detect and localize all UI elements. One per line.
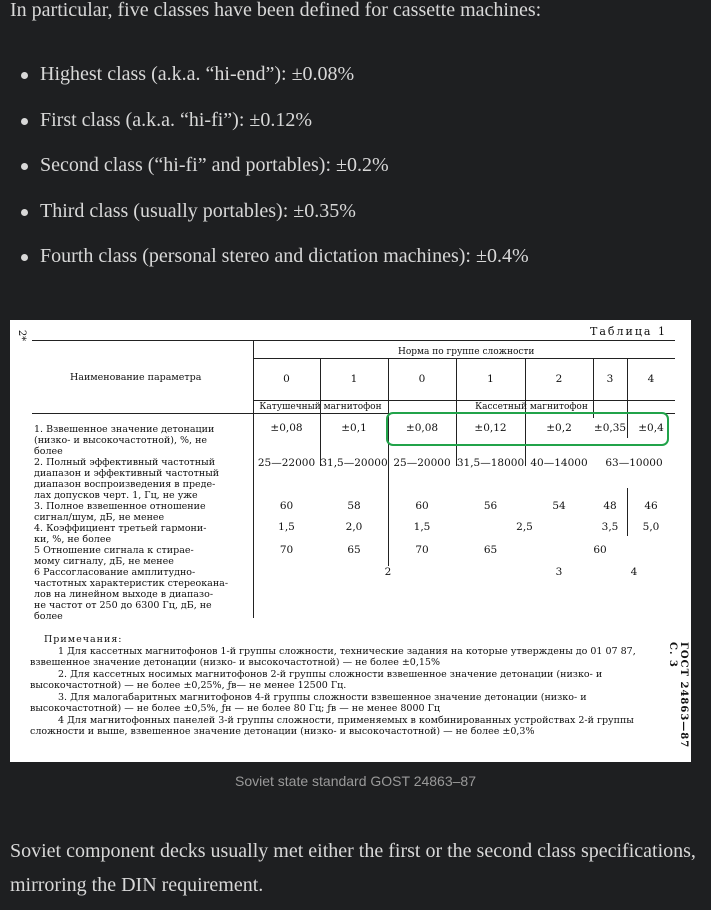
list-item: [0, 60, 529, 106]
table-cell: ±0,08: [270, 422, 303, 434]
row-label: 2. Полный эффективный частотный: [34, 457, 216, 468]
table-cell: 54: [552, 500, 566, 512]
table-rule: [253, 400, 675, 401]
reel-header: Катушечный магнитофон: [259, 402, 382, 412]
table-cell: 1,5: [413, 521, 431, 533]
table-cell: 2: [384, 566, 392, 578]
table-notes: [30, 634, 670, 738]
table-cell: 63—10000: [605, 457, 663, 469]
group-label: 0: [418, 373, 426, 385]
table-cell: 5,0: [642, 521, 660, 533]
list-item-text: Second class (“hi-fi” and portables): ±0.2%: [40, 154, 389, 177]
row-label: (низко- и высокочастотной), %, не: [34, 435, 208, 446]
table-cell: ±0,08: [405, 422, 439, 434]
list-item: [0, 151, 529, 197]
table-cell: 31,5—20000: [320, 457, 388, 469]
table-cell: 2,5: [516, 521, 533, 533]
image-caption: Soviet state standard GOST 24863–87: [234, 773, 476, 789]
table-cell: ±0,4: [638, 422, 664, 434]
table-cell: 48: [603, 500, 617, 512]
table-cell: 25—20000: [393, 457, 451, 469]
gost-table-image: [10, 320, 691, 762]
intro-paragraph: In particular, five classes have been defined for cassette machines:: [10, 0, 542, 21]
table-cell: 40—14000: [530, 457, 588, 469]
table-cell: 2,0: [345, 521, 363, 533]
table-rule: [32, 340, 675, 341]
group-label: 0: [283, 373, 290, 385]
note-item: 4 Для магнитофонных панелей 3-й группы сложности, применяемых в комбинированных устройствах 2-й группы сложности и выше, взвешенное значение детонации (низко- и высокочастотной) — не более ±0,3%: [30, 714, 634, 737]
note-item: 2. Для кассетных носимых магнитофонов 2-й группы сложности взвешенное значение детонации (низко- и высокочастотной) — не более ±0,25%, ƒв— не менее 12500 Гц.: [30, 668, 603, 691]
bullet-icon: [21, 254, 28, 261]
row-label: мому сигналу, дБ, не менее: [34, 556, 174, 567]
row-label: 6 Рассогласование амплитудно-: [34, 567, 196, 578]
table-cell: 60: [415, 500, 429, 512]
table-cell: ±0,35: [593, 422, 627, 434]
table-cell: 60: [279, 500, 294, 512]
table-cell: 58: [347, 500, 361, 512]
group-label: 1: [487, 373, 494, 385]
column-header-norm: Норма по группе сложности: [398, 347, 535, 357]
row-label: не частот от 250 до 6300 Гц, дБ, не: [34, 600, 212, 611]
note-item: 1 Для кассетных магнитофонов 1-й группы сложности, технические задания на которые утверждены до 01 07 87, взвешенное значение детонации (низко- и высокочастотной) — не более ±0,15%: [30, 645, 636, 668]
row-label: сигнал/шум, дБ, не менее: [34, 512, 165, 523]
list-item: [0, 242, 529, 288]
table-cell: 60: [593, 544, 607, 556]
row-label: 4. Коэффициент третьей гармони-: [34, 523, 207, 534]
bullet-icon: [21, 118, 28, 125]
row-label: 5 Отношение сигнала к стирае-: [34, 545, 194, 556]
bullet-icon: [21, 72, 28, 79]
group-label: 4: [647, 373, 655, 385]
group-label: 1: [350, 373, 358, 385]
table-cell: 31,5—18000: [456, 457, 525, 469]
list-item-text: Third class (usually portables): ±0.35%: [40, 199, 356, 222]
class-list: [0, 60, 529, 288]
table-cell: ±0,2: [546, 422, 572, 434]
list-item-text: First class (a.k.a. “hi-fi”): ±0.12%: [40, 108, 313, 131]
list-item-text: Highest class (a.k.a. “hi-end”): ±0.08%: [40, 63, 355, 85]
table-rule: [253, 358, 675, 359]
row-label: диапазон воспроизведения в преде-: [34, 479, 216, 490]
table-cell: 70: [279, 544, 294, 556]
bullet-icon: [21, 209, 28, 216]
highlight-box: [386, 412, 669, 446]
table-cell: 56: [483, 500, 498, 512]
table-cell: 25—22000: [257, 457, 316, 469]
table-cell: 3: [555, 566, 563, 578]
row-label: частотных характеристик стереоканa-: [34, 578, 229, 589]
outro-paragraph: Soviet component decks usually met either the first or the second class specifications, mirroring the DIN requirement.: [10, 840, 696, 896]
group-label: 3: [606, 373, 614, 385]
row-label: лов на линейном выходе в диапазо-: [34, 589, 214, 600]
table-cell: 65: [347, 544, 361, 556]
table-cell: ±0,12: [474, 422, 507, 434]
row-label: лах допусков черт. 1, Гц, не уже: [34, 490, 198, 501]
note-item: 3. Для малогабаритных магнитофонов 4-й группы сложности взвешенное значение детонации (низко- и высокочастотной) — не более ±0,5%, ƒн — не более 80 Гц; ƒв — не менее 8000 Гц: [30, 691, 587, 714]
row-label: более: [34, 446, 63, 457]
list-item: [0, 106, 529, 152]
table-cell: 46: [644, 500, 658, 512]
column-header-param: Наименование параметра: [70, 372, 202, 383]
side-label: ГОСТ 24863—87 С. 3: [667, 642, 689, 749]
row-label: ки, %, не более: [34, 534, 112, 545]
list-item-text: Fourth class (personal stereo and dictation machines): ±0.4%: [40, 245, 529, 268]
table-cell: 70: [415, 544, 429, 556]
table-cell: 4: [630, 566, 638, 578]
row-label: диапазон и эффективный частотный: [34, 468, 220, 479]
page-mark: 2*: [16, 329, 28, 342]
list-item: [0, 197, 529, 243]
row-label: более: [34, 611, 63, 622]
table-cell: 1,5: [278, 521, 295, 533]
table-cell: ±0,1: [341, 422, 367, 434]
cassette-header: Кассетный магнитофон: [475, 402, 588, 412]
group-label: 2: [555, 373, 563, 385]
row-label: 1. Взвешенное значение детонации: [34, 424, 215, 435]
bullet-icon: [21, 163, 28, 170]
table-cell: 3,5: [601, 521, 619, 533]
notes-title: Примечания:: [44, 634, 123, 645]
table-title: Таблица 1: [590, 325, 667, 338]
row-label: 3. Полное взвешенное отношение: [34, 501, 206, 512]
table-cell: 65: [483, 544, 498, 556]
